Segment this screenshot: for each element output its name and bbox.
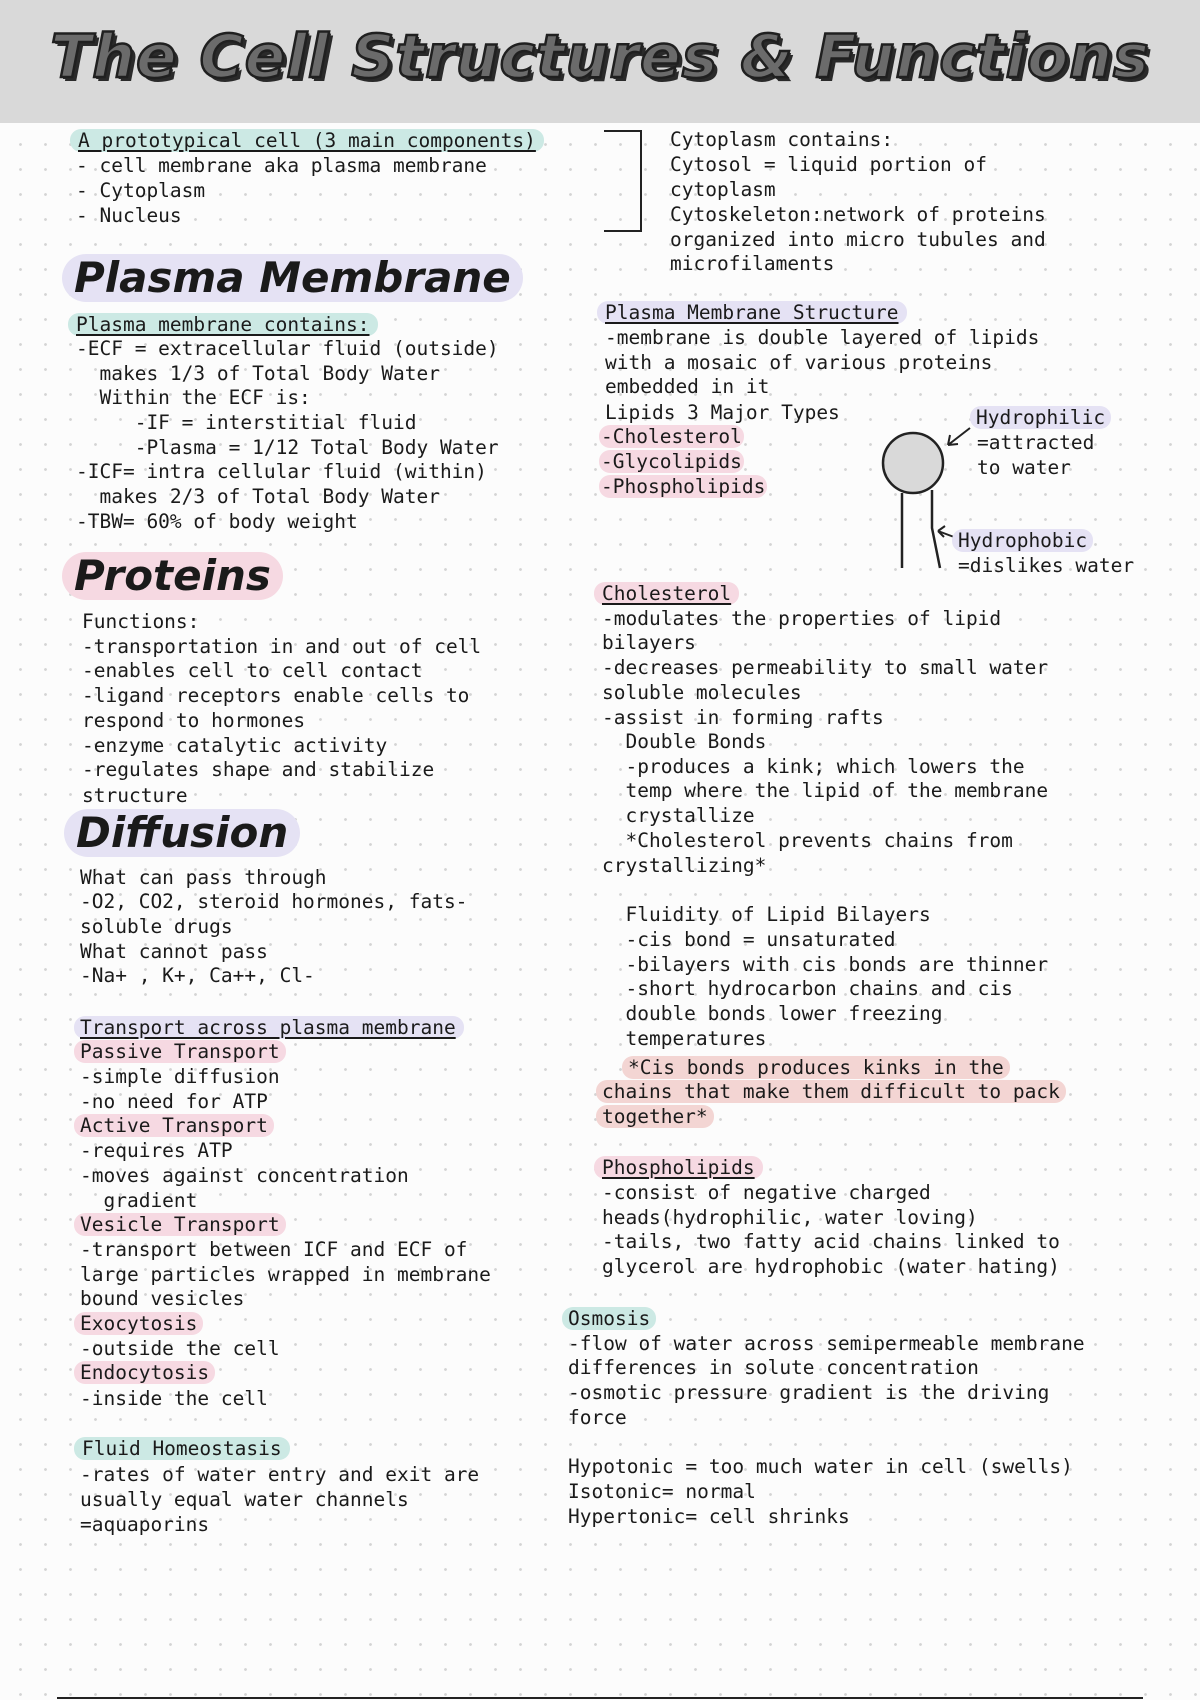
vesicle-line: bound vesicles [80, 1287, 245, 1310]
plasma-line: Within the ECF is: [76, 386, 311, 409]
fluidity-highlight [596, 1080, 1066, 1105]
structure-heading [597, 301, 907, 326]
active-line: -moves against concentration [80, 1164, 409, 1187]
fluidity-highlight [622, 1056, 1010, 1081]
prototypical-item: - Cytoplasm [76, 179, 206, 202]
fluid-homeostasis-line: =aquaporins [80, 1513, 210, 1536]
fluid-homeostasis-heading [74, 1437, 290, 1462]
footer-divider [57, 1697, 1143, 1699]
vesicle-line: -transport between ICF and ECF of [80, 1238, 468, 1261]
phospholipids-line: heads(hydrophilic, water loving) [602, 1206, 978, 1229]
fluidity-line: -bilayers with cis bonds are thinner [602, 953, 1049, 976]
cytoplasm-line: organized into micro tubules and [670, 228, 1046, 251]
cholesterol-line: crystallizing* [602, 854, 767, 877]
phospholipid-head [883, 433, 943, 493]
plasma-line: makes 2/3 of Total Body Water [76, 485, 440, 508]
phospholipids-line: -consist of negative charged [602, 1181, 931, 1204]
diffusion-line: -Na+ , K+, Ca++, Cl- [80, 964, 315, 987]
plasma-line: -Plasma = 1/12 Total Body Water [76, 436, 499, 459]
cholesterol-line: bilayers [602, 631, 696, 654]
plasma-membrane-heading [68, 313, 378, 338]
plasma-line: -ECF = extracellular fluid (outside) [76, 337, 499, 360]
exocytosis-heading [74, 1312, 203, 1337]
cholesterol-line: -produces a kink; which lowers the [602, 755, 1025, 778]
proteins-line: structure [82, 784, 188, 807]
proteins-line: respond to hormones [82, 709, 306, 732]
transport-heading-text: Transport across plasma membrane [74, 1016, 464, 1039]
fluidity-line: temperatures [602, 1027, 767, 1050]
phospholipids-heading [594, 1156, 763, 1181]
cytoplasm-line: Cytoskeleton:network of proteins [670, 203, 1046, 226]
vesicle-heading-text: Vesicle Transport [74, 1213, 286, 1236]
tonicity-line: Hypertonic= cell shrinks [568, 1505, 850, 1528]
vesicle-heading [74, 1213, 286, 1238]
prototypical-heading [70, 129, 544, 154]
plasma-membrane-heading-text: Plasma membrane contains: [68, 313, 378, 336]
fluidity-line: Fluidity of Lipid Bilayers [602, 903, 931, 926]
osmosis-heading-text: Osmosis [562, 1307, 656, 1330]
proteins-line: -ligand receptors enable cells to [82, 684, 470, 707]
lipid-type-text: -Phospholipids [601, 475, 766, 498]
fluidity-line: double bonds lower freezing [602, 1002, 943, 1025]
diffusion-line: -O2, CO2, steroid hormones, fats- [80, 890, 468, 913]
osmosis-line: differences in solute concentration [568, 1356, 979, 1379]
arrow-icon [948, 428, 970, 445]
lipid-type-text: -Glycolipids [601, 450, 742, 473]
passive-heading-text: Passive Transport [74, 1040, 286, 1063]
osmosis-heading [562, 1307, 656, 1332]
cholesterol-line: -decreases permeability to small water [602, 656, 1049, 679]
passive-line: -no need for ATP [80, 1090, 268, 1113]
cholesterol-line: Double Bonds [602, 730, 767, 753]
lipid-type [599, 425, 744, 450]
lipid-type [599, 475, 767, 500]
cholesterol-line: -assist in forming rafts [602, 706, 884, 729]
structure-line: embedded in it [605, 375, 770, 398]
structure-heading-text: Plasma Membrane Structure [597, 301, 907, 324]
hydrophilic-line: to water [977, 456, 1071, 479]
fluidity-highlight-text: together* [596, 1105, 714, 1128]
cholesterol-line: -modulates the properties of lipid [602, 607, 1002, 630]
fluidity-line: -short hydrocarbon chains and cis [602, 977, 1013, 1000]
diffusion-line: What can pass through [80, 866, 327, 889]
hydrophobic-line: =dislikes water [958, 554, 1135, 577]
structure-line: with a mosaic of various proteins [605, 351, 993, 374]
exocytosis-heading-text: Exocytosis [74, 1312, 203, 1335]
fluid-homeostasis-line: usually equal water channels [80, 1488, 409, 1511]
proteins-title: Proteins [62, 552, 283, 600]
plasma-line: -TBW= 60% of body weight [76, 510, 358, 533]
endocytosis-heading-text: Endocytosis [74, 1361, 215, 1384]
passive-line: -simple diffusion [80, 1065, 280, 1088]
osmosis-line: force [568, 1406, 627, 1429]
tonicity-line: Hypotonic = too much water in cell (swells) [568, 1455, 1073, 1478]
transport-heading [74, 1016, 464, 1041]
prototypical-item: - cell membrane aka plasma membrane [76, 154, 487, 177]
passive-heading [74, 1040, 286, 1065]
cytoplasm-line: Cytoplasm contains: [670, 128, 894, 151]
cholesterol-heading [594, 582, 739, 607]
cytoplasm-line: microfilaments [670, 252, 835, 275]
diffusion-title: Diffusion [64, 809, 300, 857]
endocytosis-heading [74, 1361, 215, 1386]
cholesterol-line: soluble molecules [602, 681, 802, 704]
fluidity-highlight [596, 1105, 714, 1130]
hydrophobic-label [952, 529, 1093, 554]
endocytosis-line: -inside the cell [80, 1387, 268, 1410]
vesicle-line: large particles wrapped in membrane [80, 1263, 491, 1286]
active-heading [74, 1114, 274, 1139]
cholesterol-heading-text: Cholesterol [594, 582, 739, 605]
plasma-line: -ICF= intra cellular fluid (within) [76, 460, 487, 483]
lipid-type [599, 450, 744, 475]
osmosis-line: -flow of water across semipermeable membrane [568, 1332, 1085, 1355]
fluidity-highlight-text: chains that make them difficult to pack [596, 1080, 1066, 1103]
cholesterol-line: crystallize [602, 804, 755, 827]
bracket-divider [604, 130, 642, 232]
phospholipids-line: -tails, two fatty acid chains linked to [602, 1230, 1060, 1253]
active-line: gradient [80, 1189, 198, 1212]
phospholipid-tail [932, 490, 940, 568]
structure-line: Lipids 3 Major Types [605, 401, 840, 424]
cytoplasm-line: cytoplasm [670, 178, 776, 201]
phospholipids-heading-text: Phospholipids [594, 1156, 763, 1179]
hydrophobic-label-text: Hydrophobic [952, 529, 1093, 552]
structure-line: -membrane is double layered of lipids [605, 326, 1040, 349]
active-line: -requires ATP [80, 1139, 233, 1162]
prototypical-item: - Nucleus [76, 204, 182, 227]
phospholipids-line: glycerol are hydrophobic (water hating) [602, 1255, 1060, 1278]
fluid-homeostasis-heading-text: Fluid Homeostasis [74, 1437, 290, 1460]
cholesterol-line: *Cholesterol prevents chains from [602, 829, 1013, 852]
cytoplasm-line: Cytosol = liquid portion of [670, 153, 987, 176]
tonicity-line: Isotonic= normal [568, 1480, 756, 1503]
diffusion-line: soluble drugs [80, 915, 233, 938]
proteins-line: -enzyme catalytic activity [82, 734, 388, 757]
hydrophilic-line: =attracted [977, 431, 1095, 454]
proteins-line: Functions: [82, 610, 200, 633]
plasma-line: makes 1/3 of Total Body Water [76, 362, 440, 385]
proteins-line: -transportation in and out of cell [82, 635, 482, 658]
plasma-line: -IF = interstitial fluid [76, 411, 417, 434]
fluidity-line: -cis bond = unsaturated [602, 928, 896, 951]
diffusion-line: What cannot pass [80, 940, 268, 963]
prototypical-heading-text: A prototypical cell (3 main components) [70, 129, 544, 152]
osmosis-line: -osmotic pressure gradient is the driving [568, 1381, 1050, 1404]
hydrophilic-label [970, 406, 1111, 431]
fluid-homeostasis-line: -rates of water entry and exit are [80, 1463, 480, 1486]
active-heading-text: Active Transport [74, 1114, 274, 1137]
lipid-type-text: -Cholesterol [601, 425, 742, 448]
fluidity-highlight-text: *Cis bonds produces kinks in the [622, 1056, 1010, 1079]
cholesterol-line: temp where the lipid of the membrane [602, 779, 1049, 802]
exocytosis-line: -outside the cell [80, 1337, 280, 1360]
hydrophilic-label-text: Hydrophilic [970, 406, 1111, 429]
proteins-line: -enables cell to cell contact [82, 659, 423, 682]
plasma-membrane-title: Plasma Membrane [62, 254, 523, 302]
proteins-line: -regulates shape and stabilize [82, 758, 435, 781]
page-title: The Cell Structures & Functions [50, 22, 1150, 92]
